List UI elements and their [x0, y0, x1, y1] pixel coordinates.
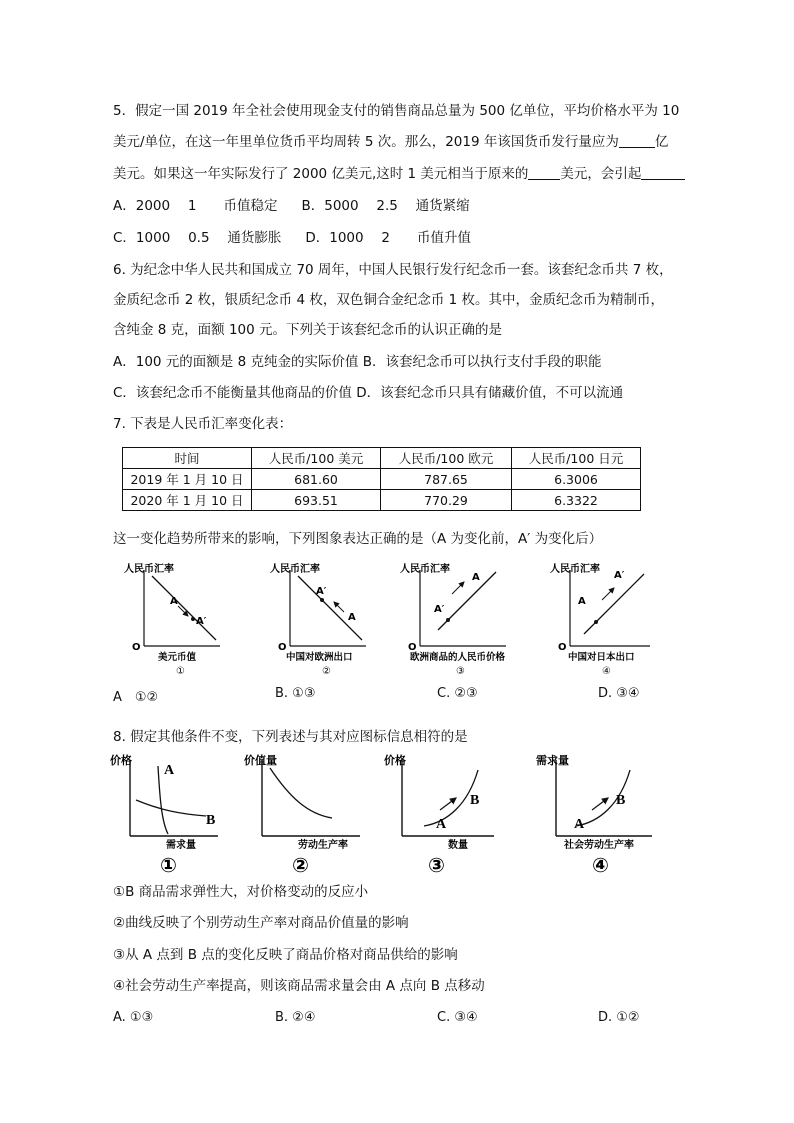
q6-line-1: 6. 为纪念中华人民共和国成立 70 周年，中国人民银行发行纪念币一套。该套纪念币共 7 枚， [113, 262, 673, 278]
q7-option-d: D. ③④ [598, 686, 640, 701]
point-label: A′ [614, 570, 625, 581]
q8-statement-1: ①B 商品需求弹性大，对价格变动的反应小 [113, 884, 369, 900]
q5-option-c: C．1000 0.5 通货膨胀 [113, 230, 282, 246]
graph-number: ① [160, 853, 177, 877]
point-label: A [578, 596, 586, 607]
x-axis-label: 需求量 [166, 840, 196, 851]
point-label: A [472, 572, 480, 583]
origin-label: O [408, 642, 417, 653]
point-label: A [574, 817, 585, 832]
table-cell: 681.60 [252, 469, 381, 490]
q5-line-3a: 美元。如果这一年实际发行了 2000 亿美元,这时 1 美元相当于原来的 [113, 166, 529, 182]
q5-line-3b: 美元，会引起 [560, 166, 642, 182]
curve-label: B [206, 813, 216, 828]
q5-line-3 [113, 164, 685, 184]
answer-blank-1 [619, 133, 655, 148]
q5-option-a: A．2000 1 币值稳定 [113, 198, 278, 214]
x-axis-label: 劳动生产率 [298, 840, 348, 851]
q6-options-ab: A．100 元的面额是 8 克纯金的实际价值 B．该套纪念币可以执行支付手段的职能 [113, 354, 602, 370]
q8-graph-1 [110, 752, 230, 877]
y-axis-label: 人民币汇率 [124, 564, 174, 575]
q7-stem: 7. 下表是人民币汇率变化表： [113, 416, 293, 432]
q8-option-b: B. ②④ [275, 1010, 316, 1025]
point-label: B [616, 793, 626, 808]
table-cell: 770.29 [381, 490, 512, 511]
x-axis-label: 中国对欧洲出口 [286, 652, 353, 663]
q5-options-ab [113, 196, 470, 216]
y-axis-label: 价格 [384, 754, 406, 767]
x-axis-label: 美元币值 [158, 652, 197, 663]
q8-graph-2 [242, 752, 372, 877]
table-cell: 6.3322 [512, 490, 641, 511]
q5-option-b: B．5000 2.5 通货紧缩 [301, 198, 470, 214]
table-cell: 6.3006 [512, 469, 641, 490]
q7-option-a: A ①② [113, 690, 159, 705]
table-cell: 2020 年 1 月 10 日 [123, 490, 252, 511]
q8-graph-3 [382, 752, 512, 877]
graph-number: ④ [592, 853, 609, 877]
x-axis-label: 社会劳动生产率 [564, 840, 634, 851]
x-axis-label: 数量 [448, 840, 468, 851]
exchange-rate-table [122, 447, 641, 511]
origin-label: O [558, 642, 567, 653]
q7-graph-3 [396, 558, 526, 678]
curve-label: A [164, 763, 175, 778]
origin-label: O [132, 642, 141, 653]
table-cell: 787.65 [381, 469, 512, 490]
y-axis-label: 人民币汇率 [270, 564, 320, 575]
table-header: 人民币/100 美元 [252, 448, 381, 469]
q5-line-2-text: 美元/单位，在这一年里单位货币平均周转 5 次。那么，2019 年该国货币发行量应为 [113, 134, 619, 150]
y-axis-label: 人民币汇率 [550, 564, 600, 575]
q5-line-2 [113, 132, 668, 152]
q8-statement-4: ④社会劳动生产率提高，则该商品需求量会由 A 点向 B 点移动 [113, 978, 485, 994]
y-axis-label: 价值量 [244, 754, 277, 767]
q5-line-2-tail: 亿 [654, 134, 669, 150]
q6-line-2: 金质纪念币 2 枚，银质纪念币 4 枚，双色铜合金纪念币 1 枚。其中，金质纪念币为精制币， [113, 292, 665, 308]
q8-graph-4 [536, 752, 666, 877]
q8-stem: 8. 假定其他条件不变，下列表述与其对应图标信息相符的是 [113, 729, 468, 745]
q5-options-cd [113, 228, 471, 248]
q6-options-cd: C．该套纪念币不能衡量其他商品的价值 D．该套纪念币只具有储藏价值，不可以流通 [113, 385, 624, 401]
q7-graph-2 [266, 558, 376, 678]
table-cell: 2019 年 1 月 10 日 [123, 469, 252, 490]
table-header-row [123, 448, 641, 469]
q7-graph-4 [546, 558, 666, 678]
svg-text:人民币汇率 [124, 562, 174, 575]
table-row [123, 490, 641, 511]
x-axis-label: 欧洲商品的人民币价格 [410, 652, 506, 663]
q6-line-3: 含纯金 8 克，面额 100 元。下列关于该套纪念币的认识正确的是 [113, 322, 503, 338]
graph-number: ② [292, 853, 309, 877]
x-axis-label: 中国对日本出口 [568, 652, 635, 663]
q8-option-a: A. ①③ [113, 1010, 154, 1025]
point-label: A [348, 612, 356, 623]
q7-option-c: C. ②③ [437, 686, 478, 701]
graph-number: ① [176, 666, 185, 677]
q7-graph-1 [120, 558, 230, 678]
table-cell: 693.51 [252, 490, 381, 511]
point-label: B [470, 793, 480, 808]
y-axis-label: 需求量 [536, 754, 569, 767]
answer-blank-3 [641, 165, 685, 180]
graph-number: ② [322, 666, 331, 677]
point-label: A′ [434, 604, 445, 615]
q5-line-1: 5．假定一国 2019 年全社会使用现金支付的销售商品总量为 500 亿单位，平均价格水平为 10 [113, 103, 680, 119]
table-header: 人民币/100 日元 [512, 448, 641, 469]
answer-blank-2 [528, 165, 560, 180]
q7-question: 这一变化趋势所带来的影响，下列图象表达正确的是（A 为变化前，A′ 为变化后） [113, 531, 603, 547]
q8-statement-2: ②曲线反映了个别劳动生产率对商品价值量的影响 [113, 915, 409, 931]
y-axis-label: 人民币汇率 [400, 564, 450, 575]
q8-option-c: C. ③④ [437, 1010, 478, 1025]
point-label: A′ [316, 586, 327, 597]
y-axis-label: 价格 [110, 754, 132, 767]
q5-option-d: D．1000 2 币值升值 [305, 230, 471, 246]
table-header: 时间 [123, 448, 252, 469]
point-label: A [436, 817, 447, 832]
graph-number: ③ [428, 853, 445, 877]
q7-option-b: B. ①③ [275, 686, 316, 701]
point-label: A′ [196, 616, 207, 627]
table-header: 人民币/100 欧元 [381, 448, 512, 469]
q8-statement-3: ③从 A 点到 B 点的变化反映了商品价格对商品供给的影响 [113, 947, 458, 963]
origin-label: O [278, 642, 287, 653]
point-label: A [170, 596, 178, 607]
q8-option-d: D. ①② [598, 1010, 640, 1025]
graph-number: ③ [456, 666, 465, 677]
graph-number: ④ [602, 666, 611, 677]
table-row [123, 469, 641, 490]
